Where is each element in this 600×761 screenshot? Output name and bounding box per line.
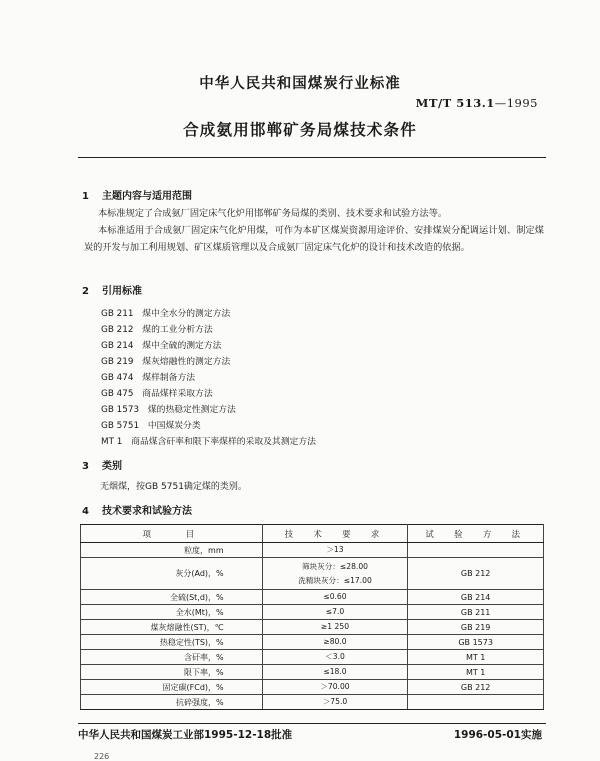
table-row — [81, 695, 544, 710]
requirement-line: 筛块灰分：≤28.00 — [301, 561, 369, 571]
reference-name: 中国煤炭分类 — [147, 421, 201, 431]
reference-code: MT 1 — [101, 437, 123, 447]
standard-code: MT/T 513.1 — [415, 96, 495, 110]
reference-item — [101, 338, 221, 351]
row-requirement: ≥1 250 — [262, 620, 408, 635]
row-requirement: ＞70.00 — [262, 680, 408, 695]
row-method: GB 219 — [408, 620, 544, 635]
row-method — [408, 695, 544, 710]
table-row — [81, 590, 544, 605]
reference-item — [101, 402, 236, 415]
row-requirement: ＞13 — [262, 543, 408, 558]
page-number: 226 — [94, 752, 110, 761]
header-requirement: 技 术 要 求 — [262, 525, 408, 543]
table-row — [81, 650, 544, 665]
section-1-heading — [82, 187, 192, 202]
section-1-paragraph-1: 本标准规定了合成氨厂固定床气化炉用邯郸矿务局煤的类别、技术要求和试验方法等。 — [98, 208, 448, 219]
row-item: 全水(Mt)，% — [81, 605, 263, 620]
row-method — [408, 543, 544, 558]
section-1-number: 1 — [82, 191, 89, 202]
table-row — [81, 620, 544, 635]
reference-item — [101, 322, 213, 335]
row-item: 含矸率，% — [81, 650, 263, 665]
row-method: MT 1 — [408, 665, 544, 680]
row-requirement: ＜3.0 — [262, 650, 408, 665]
reference-code: GB 474 — [101, 373, 134, 383]
reference-code: GB 5751 — [101, 421, 140, 431]
reference-name: 煤的工业分析方法 — [142, 325, 213, 335]
row-method: MT 1 — [408, 650, 544, 665]
table-row — [81, 635, 544, 650]
section-1-paragraph-2: 本标准适用于合成氨厂固定床气化炉用煤，可作为本矿区煤炭资源用途评价、安排煤炭分配调运计划、制定煤炭的开发与加工利用规划、矿区煤质管理以及合成氨厂固定床气化炉的设计和技术改造的依据。 — [84, 225, 544, 253]
row-item: 固定碳(FCd)，% — [81, 680, 263, 695]
row-item: 抗碎强度，% — [81, 695, 263, 710]
table-header-row — [81, 525, 544, 543]
row-item: 粒度，mm — [81, 543, 263, 558]
industry-standard-heading: 中华人民共和国煤炭行业标准 — [199, 76, 401, 92]
section-2-heading — [82, 282, 142, 297]
reference-name: 商品煤含矸率和限下率煤样的采取及其测定方法 — [131, 437, 316, 447]
reference-name: 煤中全硫的测定方法 — [142, 341, 222, 351]
reference-code: GB 211 — [101, 309, 134, 319]
footer-rule — [78, 723, 546, 724]
reference-item — [101, 306, 230, 319]
row-item: 煤灰熔融性(ST)，℃ — [81, 620, 263, 635]
reference-item — [101, 354, 230, 367]
reference-code: GB 214 — [101, 341, 134, 351]
section-4-number: 4 — [82, 506, 89, 517]
reference-code: GB 212 — [101, 325, 134, 335]
technical-requirements-table — [80, 524, 544, 710]
reference-name: 商品煤样采取方法 — [142, 389, 213, 399]
table-row — [81, 665, 544, 680]
row-item: 灰分(Ad)，% — [81, 558, 263, 590]
section-2-title: 引用标准 — [102, 286, 142, 297]
row-requirement: ≥80.0 — [262, 635, 408, 650]
section-1-title: 主题内容与适用范围 — [102, 191, 192, 202]
document-title: 合成氨用邯郸矿务局煤技术条件 — [183, 121, 417, 139]
reference-code: GB 1573 — [101, 405, 140, 415]
row-method: GB 214 — [408, 590, 544, 605]
reference-item — [101, 434, 316, 447]
section-4-heading — [82, 502, 192, 517]
header-test-method: 试 验 方 法 — [408, 525, 544, 543]
header-rule — [78, 157, 546, 158]
row-method: GB 212 — [408, 680, 544, 695]
requirement-line: 洗精块灰分：≤17.00 — [298, 575, 372, 585]
approval-line: 中华人民共和国煤炭工业部1995-12-18批准 — [78, 729, 293, 741]
reference-item — [101, 418, 201, 431]
reference-name: 煤样制备方法 — [142, 373, 196, 383]
implementation-date: 1996-05-01实施 — [453, 729, 542, 741]
table-row — [81, 543, 544, 558]
reference-code: GB 475 — [101, 389, 134, 399]
section-3-heading — [82, 457, 122, 472]
standard-year: —1995 — [494, 96, 538, 110]
table-row — [81, 558, 544, 590]
standard-number — [416, 96, 538, 110]
reference-item — [101, 386, 213, 399]
header-item: 项 目 — [81, 525, 263, 543]
row-item: 热稳定性(TS)，% — [81, 635, 263, 650]
section-4-title: 技术要求和试验方法 — [102, 506, 192, 517]
reference-name: 煤的热稳定性测定方法 — [147, 405, 236, 415]
row-requirement: ≤0.60 — [262, 590, 408, 605]
row-requirement — [262, 558, 408, 590]
row-requirement: ＞75.0 — [262, 695, 408, 710]
table-row — [81, 605, 544, 620]
row-method: GB 1573 — [408, 635, 544, 650]
reference-name: 煤中全水分的测定方法 — [142, 309, 231, 319]
table-row — [81, 680, 544, 695]
section-3-number: 3 — [82, 461, 89, 472]
row-item: 限下率，% — [81, 665, 263, 680]
row-method: GB 212 — [408, 558, 544, 590]
row-requirement: ≤18.0 — [262, 665, 408, 680]
section-3-text: 无烟煤，按GB 5751确定煤的类别。 — [100, 482, 247, 492]
row-requirement: ≤7.0 — [262, 605, 408, 620]
reference-name: 煤灰熔融性的测定方法 — [142, 357, 231, 367]
section-3-title: 类别 — [102, 461, 122, 472]
row-method: GB 211 — [408, 605, 544, 620]
row-item: 全硫(St,d)，% — [81, 590, 263, 605]
reference-item — [101, 370, 195, 383]
reference-code: GB 219 — [101, 357, 134, 367]
section-2-number: 2 — [82, 286, 89, 297]
